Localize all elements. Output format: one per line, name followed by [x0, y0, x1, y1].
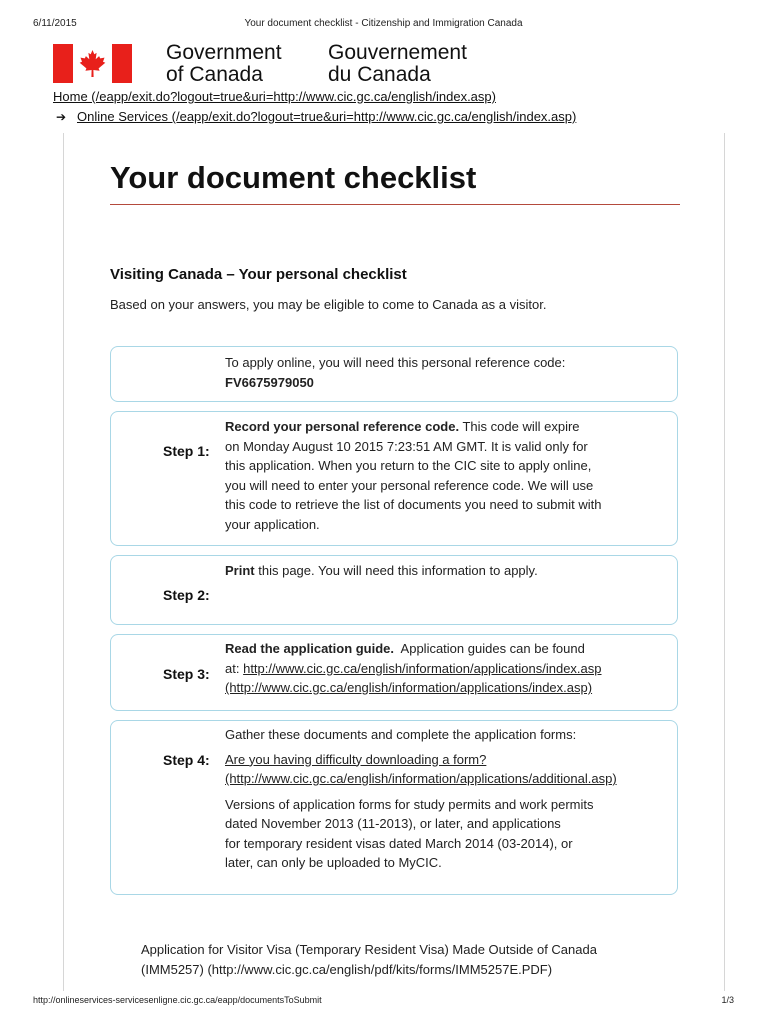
- arrow-right-icon: ➔: [56, 110, 67, 124]
- step-4-label: Step 4:: [163, 752, 210, 768]
- print-footer: [33, 995, 734, 1009]
- breadcrumb-online-services: [56, 109, 576, 124]
- print-page-number: 1/3: [721, 995, 734, 1005]
- step-2-heading: Print: [225, 563, 255, 578]
- reference-code: FV6675979050: [225, 374, 314, 390]
- reference-code-box: [110, 346, 678, 402]
- form-download-help-link[interactable]: Are you having difficulty downloading a form?: [225, 751, 487, 767]
- step-2-box: Step 2: Print this page. You will need this information to apply.: [110, 555, 678, 625]
- print-title: Your document checklist - Citizenship and Immigration Canada: [244, 18, 523, 29]
- step-3-label: Step 3:: [163, 666, 210, 682]
- step-4-box: Step 4: Gather these documents and complete the application forms: Are you having difficulty downloading a form? (http://www.cic.gc.ca/english/information/applications/additional.asp) Versions of application forms for study permits and work permits dated November 2013 (11-2013), or later, and applications for temporary resident visas dated March 2014 (03-2014), or later, can only be uploaded to MyCIC.: [110, 720, 678, 895]
- content-border-right: [724, 133, 725, 991]
- government-wordmark-en: Government of Canada: [166, 41, 282, 86]
- title-divider: [110, 204, 680, 205]
- intro-text: Based on your answers, you may be eligible to come to Canada as a visitor.: [110, 297, 547, 312]
- section-heading: Visiting Canada – Your personal checklist: [110, 266, 407, 283]
- step-3-heading: Read the application guide.: [225, 641, 395, 656]
- application-form-link[interactable]: (IMM5257) (http://www.cic.gc.ca/english/pdf/kits/forms/IMM5257E.PDF): [141, 962, 553, 977]
- page-title: Your document checklist: [110, 160, 477, 195]
- reference-label: To apply online, you will need this personal reference code:: [225, 355, 566, 370]
- government-wordmark-fr: Gouvernement du Canada: [328, 41, 467, 86]
- content-border-left: [63, 133, 64, 991]
- application-guides-url[interactable]: (http://www.cic.gc.ca/english/information/applications/index.asp): [225, 680, 593, 695]
- form-download-help-url[interactable]: (http://www.cic.gc.ca/english/information/applications/additional.asp): [225, 771, 617, 786]
- application-item: [141, 940, 681, 980]
- canada-flag-icon: [53, 44, 132, 83]
- step-3-box: Step 3: Read the application guide. Application guides can be found at: http://www.cic.gc.ca/english/information/applications/index.asp (http://www.cic.gc.ca/english/information/applications/index.asp): [110, 634, 678, 711]
- step-4-text: Gather these documents and complete the application forms:: [225, 727, 577, 742]
- application-title: Application for Visitor Visa (Temporary Resident Visa) Made Outside of Canada: [141, 942, 597, 957]
- application-guides-link[interactable]: http://www.cic.gc.ca/english/information/applications/index.asp: [243, 660, 602, 676]
- print-url: http://onlineservices-servicesenligne.cic.gc.ca/eapp/documentsToSubmit: [33, 995, 322, 1005]
- home-link[interactable]: Home (/eapp/exit.do?logout=true&uri=http://www.cic.gc.ca/english/index.asp): [53, 89, 496, 104]
- maple-leaf-icon: [77, 48, 108, 79]
- online-services-link[interactable]: Online Services (/eapp/exit.do?logout=true&uri=http://www.cic.gc.ca/english/index.asp): [77, 109, 577, 124]
- print-date: 6/11/2015: [33, 18, 77, 29]
- step-1-label: Step 1:: [163, 443, 210, 459]
- step-2-label: Step 2:: [163, 587, 210, 603]
- print-header: [33, 18, 734, 32]
- step-1-box: Step 1: Record your personal reference code. This code will expire on Monday August 10 2015 7:23:51 AM GMT. It is valid only for this application. When you return to the CIC site to apply online, you will need to enter your personal reference code. We will use this code to retrieve the list of documents you need to submit with your application.: [110, 411, 678, 546]
- step-1-heading: Record your personal reference code.: [225, 419, 460, 434]
